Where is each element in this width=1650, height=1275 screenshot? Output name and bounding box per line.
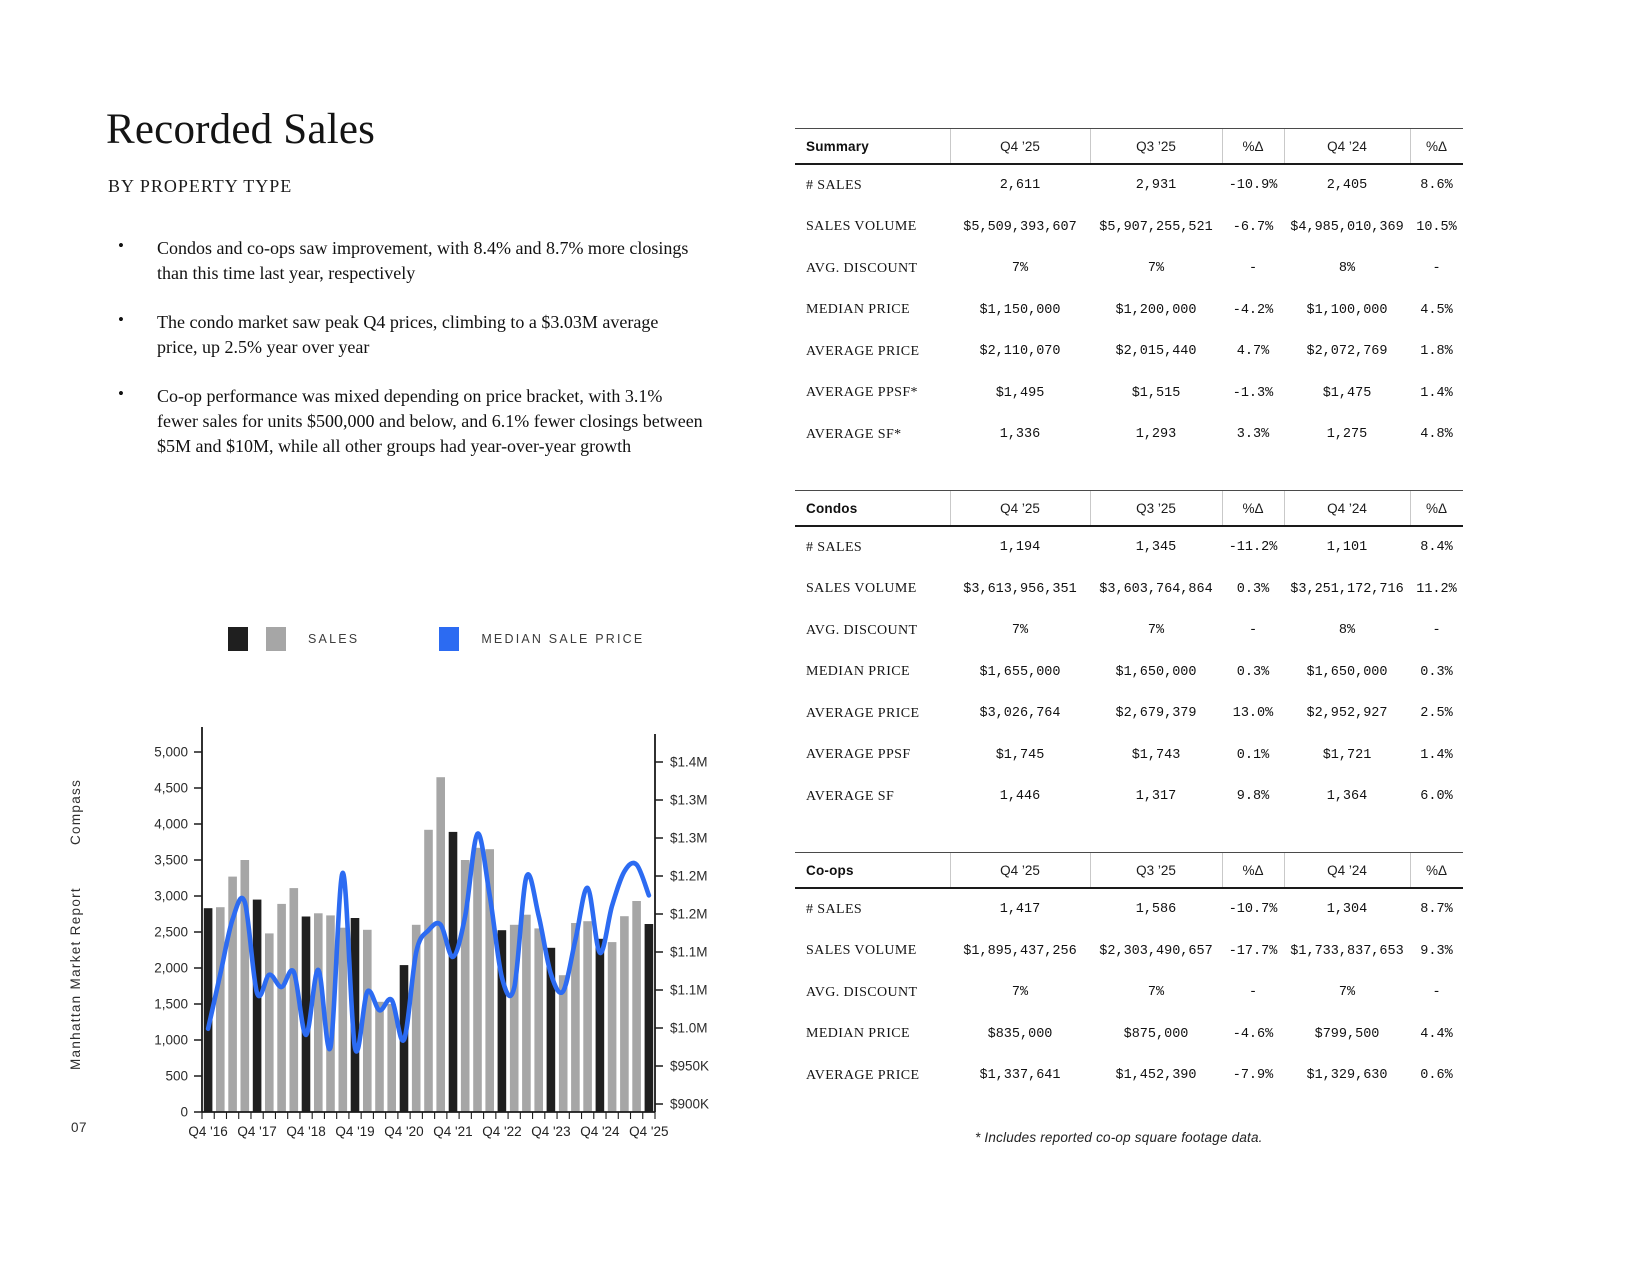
left-axis-label: 4,500: [154, 780, 188, 796]
cell-value: -: [1248, 261, 1258, 277]
cell-value: 0.3%: [1236, 664, 1270, 680]
sales-bar-Q218: [277, 904, 286, 1112]
bullet-dot: •: [118, 236, 124, 255]
header-column-divider: [1222, 129, 1223, 163]
bullet-list: [118, 236, 703, 483]
cell-value: 2,611: [999, 178, 1041, 194]
right-axis-label: $1.4M: [670, 754, 708, 770]
header-column-divider: [950, 491, 951, 525]
row-label: AVERAGE PRICE: [806, 705, 920, 721]
right-axis-label: $900K: [670, 1096, 710, 1112]
cell-value: $1,200,000: [1115, 302, 1197, 318]
x-axis-label: Q4 '23: [531, 1124, 571, 1139]
cell-value: $835,000: [987, 1026, 1053, 1042]
cell-value: 7%: [1147, 623, 1165, 639]
sales-bar-Q118: [265, 933, 274, 1112]
median-price-swatch-icon: [439, 627, 459, 651]
cell-value: -6.7%: [1232, 219, 1274, 235]
row-label: # SALES: [806, 539, 863, 555]
column-header: %Δ: [1425, 138, 1448, 154]
row-label: SALES VOLUME: [806, 219, 917, 235]
left-axis-label: 3,000: [154, 888, 188, 904]
cell-value: $2,303,490,657: [1099, 943, 1213, 959]
column-header: Q4 ’24: [1327, 862, 1367, 878]
cell-value: 7%: [1011, 261, 1029, 277]
cell-value: 4.7%: [1236, 344, 1270, 360]
sales-bar-Q321: [436, 777, 445, 1112]
chart-legend: [228, 626, 644, 652]
legend-median-label: MEDIAN SALE PRICE: [481, 632, 645, 646]
cell-value: 2,931: [1135, 178, 1177, 194]
cell-value: $2,679,379: [1115, 706, 1197, 722]
left-axis-label: 3,500: [154, 852, 188, 868]
cell-value: 1,345: [1135, 540, 1177, 556]
column-header: Q4 ’24: [1327, 138, 1367, 154]
cell-value: $1,733,837,653: [1290, 943, 1404, 959]
left-axis-label: 1,000: [154, 1032, 188, 1048]
cell-value: 8.6%: [1420, 178, 1453, 194]
cell-value: $5,509,393,607: [963, 219, 1077, 235]
cell-value: $3,603,764,864: [1099, 581, 1213, 597]
cell-value: 1,194: [999, 540, 1041, 556]
cell-value: 10.5%: [1416, 219, 1457, 235]
bullet-dot: •: [118, 310, 124, 329]
cell-value: 1,586: [1135, 902, 1177, 918]
cell-value: 13.0%: [1232, 706, 1274, 722]
row-label: SALES VOLUME: [806, 581, 917, 597]
cell-value: 2,405: [1326, 178, 1368, 194]
header-column-divider: [950, 129, 951, 163]
table-title: Co-ops: [806, 862, 854, 878]
left-axis-label: 5,000: [154, 744, 188, 760]
row-label: AVG. DISCOUNT: [806, 984, 918, 1000]
column-header: Q3 ’25: [1136, 500, 1176, 516]
sales-bar-Q421: [449, 832, 458, 1112]
row-label: MEDIAN PRICE: [806, 1026, 910, 1042]
cell-value: -: [1432, 985, 1441, 1001]
header-column-divider: [1284, 129, 1285, 163]
column-header: Q4 ’25: [1000, 862, 1040, 878]
cell-value: 11.2%: [1416, 581, 1457, 597]
cell-value: 1,293: [1135, 427, 1177, 443]
table-row: [795, 207, 1463, 249]
table-condos: [795, 490, 1463, 818]
cell-value: 0.6%: [1420, 1068, 1453, 1084]
column-header: %Δ: [1425, 862, 1448, 878]
sales-bar-Q124: [559, 975, 568, 1112]
header-column-divider: [1090, 491, 1091, 525]
right-axis-label: $1.2M: [670, 868, 708, 884]
cell-value: $1,495: [995, 385, 1045, 401]
bullet-text: The condo market saw peak Q4 prices, climbing to a $3.03M average price, up 2.5% year over year: [157, 312, 659, 357]
table-row: [795, 165, 1463, 207]
row-label: AVERAGE SF: [806, 788, 895, 804]
sidebar-report-title: Manhattan Market Report: [68, 887, 83, 1070]
bullet-item: [118, 384, 703, 459]
sales-gray-swatch-icon: [266, 627, 286, 651]
x-axis-label: Q4 '17: [237, 1124, 277, 1139]
table-header-row: [795, 490, 1463, 527]
cell-value: -10.9%: [1228, 178, 1278, 194]
cell-value: $875,000: [1123, 1026, 1189, 1042]
right-axis-label: $1.2M: [670, 906, 708, 922]
table-summary: [795, 128, 1463, 456]
cell-value: 7%: [1011, 623, 1029, 639]
left-axis-label: 0: [180, 1104, 188, 1120]
cell-value: $2,015,440: [1115, 344, 1197, 360]
cell-value: 7%: [1338, 985, 1356, 1001]
x-axis-label: Q4 '21: [433, 1124, 473, 1139]
row-label: AVERAGE PRICE: [806, 1067, 920, 1083]
table-row: [795, 1014, 1463, 1056]
sales-bar-Q424: [596, 939, 605, 1112]
sales-dark-swatch-icon: [228, 627, 248, 651]
cell-value: -1.3%: [1232, 385, 1274, 401]
cell-value: -: [1432, 623, 1441, 639]
column-header: Q3 ’25: [1136, 862, 1176, 878]
cell-value: $1,337,641: [979, 1068, 1061, 1084]
header-column-divider: [1284, 491, 1285, 525]
cell-value: 7%: [1147, 261, 1165, 277]
cell-value: 9.3%: [1420, 943, 1453, 959]
page-subtitle: BY PROPERTY TYPE: [108, 176, 293, 196]
cell-value: $799,500: [1314, 1026, 1380, 1042]
table-row: [795, 331, 1463, 373]
row-label: AVG. DISCOUNT: [806, 260, 918, 276]
cell-value: $5,907,255,521: [1099, 219, 1213, 235]
cell-value: 2.5%: [1420, 706, 1453, 722]
sales-bar-Q119: [314, 913, 323, 1112]
cell-value: 1,417: [999, 902, 1041, 918]
right-axis-label: $1.1M: [670, 982, 708, 998]
column-header: %Δ: [1242, 500, 1264, 516]
column-header: %Δ: [1242, 138, 1264, 154]
table-row: [795, 414, 1463, 456]
row-label: # SALES: [806, 901, 863, 917]
cell-value: 1,101: [1326, 540, 1368, 556]
header-column-divider: [1090, 129, 1091, 163]
page-number: 07: [71, 1120, 88, 1135]
table-row: [795, 248, 1463, 290]
cell-value: $1,329,630: [1306, 1068, 1388, 1084]
bullet-text: Condos and co-ops saw improvement, with 8.4% and 8.7% more closings than this time last year, respectively: [157, 238, 689, 283]
table-header-row: [795, 128, 1463, 165]
cell-value: 1,275: [1326, 427, 1368, 443]
x-axis-label: Q4 '18: [286, 1124, 326, 1139]
bullet-text: Co-op performance was mixed depending on price bracket, with 3.1% fewer sales for units $500,000 and below, and 6.1% fewer closings between $5M and $10M, while all other groups had year-over-year growth: [157, 386, 703, 456]
sales-bar-Q125: [608, 942, 617, 1112]
row-label: AVG. DISCOUNT: [806, 622, 918, 638]
cell-value: $3,026,764: [979, 706, 1061, 722]
table-co-ops: [795, 852, 1463, 1097]
cell-value: 1,317: [1135, 789, 1177, 805]
header-column-divider: [1410, 491, 1411, 525]
table-row: [795, 1055, 1463, 1097]
sidebar-brand: Compass: [68, 778, 83, 846]
cell-value: $1,452,390: [1115, 1068, 1197, 1084]
header-column-divider: [1284, 853, 1285, 887]
sales-bar-Q225: [620, 916, 629, 1112]
cell-value: 4.4%: [1420, 1026, 1453, 1042]
cell-value: $3,251,172,716: [1290, 581, 1404, 597]
cell-value: -: [1432, 261, 1441, 277]
table-row: [795, 290, 1463, 332]
header-column-divider: [1410, 853, 1411, 887]
right-axis-label: $1.0M: [670, 1020, 708, 1036]
table-row: [795, 652, 1463, 694]
column-header: %Δ: [1242, 862, 1264, 878]
column-header: Q4 ’25: [1000, 500, 1040, 516]
cell-value: $1,895,437,256: [963, 943, 1077, 959]
cell-value: 8%: [1338, 261, 1356, 277]
x-axis-label: Q4 '25: [629, 1124, 669, 1139]
x-axis-label: Q4 '22: [482, 1124, 522, 1139]
table-row: [795, 889, 1463, 931]
left-axis-label: 2,000: [154, 960, 188, 976]
table-row: [795, 610, 1463, 652]
sales-bar-Q323: [534, 928, 543, 1112]
right-axis-label: $1.3M: [670, 830, 708, 846]
cell-value: 7%: [1147, 985, 1165, 1001]
table-row: [795, 527, 1463, 569]
header-column-divider: [950, 853, 951, 887]
right-axis-label: $1.3M: [670, 792, 708, 808]
table-row: [795, 735, 1463, 777]
left-axis-label: 2,500: [154, 924, 188, 940]
sales-bar-Q417: [253, 900, 262, 1112]
left-axis-label: 4,000: [154, 816, 188, 832]
cell-value: 1,304: [1326, 902, 1368, 918]
cell-value: $1,745: [995, 747, 1045, 763]
cell-value: $1,475: [1322, 385, 1372, 401]
footnote: * Includes reported co-op square footage data.: [975, 1130, 1263, 1145]
table-row: [795, 972, 1463, 1014]
row-label: MEDIAN PRICE: [806, 302, 910, 318]
cell-value: -17.7%: [1228, 943, 1278, 959]
header-column-divider: [1222, 853, 1223, 887]
column-header: Q3 ’25: [1136, 138, 1176, 154]
cell-value: 1.8%: [1420, 344, 1453, 360]
right-axis-label: $950K: [670, 1058, 710, 1074]
cell-value: 1,364: [1326, 789, 1368, 805]
cell-value: $1,515: [1131, 385, 1181, 401]
cell-value: $2,072,769: [1306, 344, 1388, 360]
sales-chart-container: [60, 672, 760, 1172]
bullet-item: [118, 236, 703, 286]
bullet-item: [118, 310, 703, 360]
table-row: [795, 693, 1463, 735]
cell-value: -: [1248, 985, 1258, 1001]
cell-value: 0.3%: [1236, 581, 1270, 597]
cell-value: 1.4%: [1420, 385, 1453, 401]
cell-value: 4.8%: [1420, 427, 1453, 443]
cell-value: $2,952,927: [1306, 706, 1388, 722]
cell-value: 8%: [1338, 623, 1356, 639]
sales-bar-Q425: [645, 924, 654, 1112]
table-row: [795, 931, 1463, 973]
row-label: AVERAGE SF*: [806, 426, 902, 442]
cell-value: 1,336: [999, 427, 1041, 443]
cell-value: 0.1%: [1236, 747, 1270, 763]
cell-value: $1,650,000: [1306, 664, 1388, 680]
table-row: [795, 373, 1463, 415]
row-label: AVERAGE PPSF*: [806, 385, 918, 401]
legend-sales-label: SALES: [308, 632, 360, 646]
cell-value: 1,446: [999, 789, 1041, 805]
cell-value: $1,743: [1131, 747, 1181, 763]
cell-value: 7%: [1011, 985, 1029, 1001]
row-label: # SALES: [806, 177, 863, 193]
table-title: Summary: [806, 138, 869, 154]
sales-bar-Q223: [522, 915, 531, 1112]
cell-value: 3.3%: [1236, 427, 1270, 443]
sales-bar-Q222: [473, 848, 482, 1112]
right-axis-label: $1.1M: [670, 944, 708, 960]
row-label: SALES VOLUME: [806, 943, 917, 959]
cell-value: $1,150,000: [979, 302, 1061, 318]
table-row: [795, 569, 1463, 611]
column-header: Q4 ’24: [1327, 500, 1367, 516]
table-row: [795, 776, 1463, 818]
x-axis-label: Q4 '16: [188, 1124, 228, 1139]
cell-value: 4.5%: [1420, 302, 1453, 318]
column-header: %Δ: [1425, 500, 1448, 516]
left-axis-label: 500: [165, 1068, 188, 1084]
cell-value: 9.8%: [1236, 789, 1270, 805]
sales-bar-Q319: [339, 928, 348, 1112]
sales-bar-Q220: [375, 1002, 384, 1112]
table-header-row: [795, 852, 1463, 889]
cell-value: $2,110,070: [979, 344, 1061, 360]
column-header: Q4 ’25: [1000, 138, 1040, 154]
cell-value: -: [1248, 623, 1258, 639]
x-axis-label: Q4 '24: [580, 1124, 620, 1139]
sales-median-price-chart: [60, 672, 760, 1172]
cell-value: -4.2%: [1232, 302, 1274, 318]
cell-value: 8.7%: [1420, 902, 1453, 918]
cell-value: 1.4%: [1420, 747, 1453, 763]
bullet-dot: •: [118, 384, 124, 403]
cell-value: -10.7%: [1228, 902, 1278, 918]
cell-value: -7.9%: [1232, 1068, 1274, 1084]
cell-value: $1,650,000: [1115, 664, 1197, 680]
cell-value: 6.0%: [1420, 789, 1453, 805]
table-title: Condos: [806, 500, 858, 516]
cell-value: $1,721: [1322, 747, 1372, 763]
header-column-divider: [1090, 853, 1091, 887]
cell-value: $1,100,000: [1306, 302, 1388, 318]
row-label: AVERAGE PPSF: [806, 747, 911, 763]
sales-bar-Q117: [216, 907, 225, 1112]
sales-bar-Q221: [424, 830, 433, 1112]
row-label: AVERAGE PRICE: [806, 343, 920, 359]
cell-value: $1,655,000: [979, 664, 1061, 680]
cell-value: 8.4%: [1420, 540, 1453, 556]
header-column-divider: [1410, 129, 1411, 163]
cell-value: $3,613,956,351: [963, 581, 1077, 597]
cell-value: -4.6%: [1232, 1026, 1274, 1042]
page-title: Recorded Sales: [106, 106, 376, 153]
cell-value: 0.3%: [1420, 664, 1453, 680]
cell-value: $4,985,010,369: [1290, 219, 1404, 235]
header-column-divider: [1222, 491, 1223, 525]
left-axis-label: 1,500: [154, 996, 188, 1012]
sales-bar-Q324: [583, 921, 592, 1112]
sales-bar-Q325: [632, 901, 641, 1112]
row-label: MEDIAN PRICE: [806, 664, 910, 680]
cell-value: -11.2%: [1228, 540, 1278, 556]
x-axis-label: Q4 '19: [335, 1124, 375, 1139]
x-axis-label: Q4 '20: [384, 1124, 424, 1139]
